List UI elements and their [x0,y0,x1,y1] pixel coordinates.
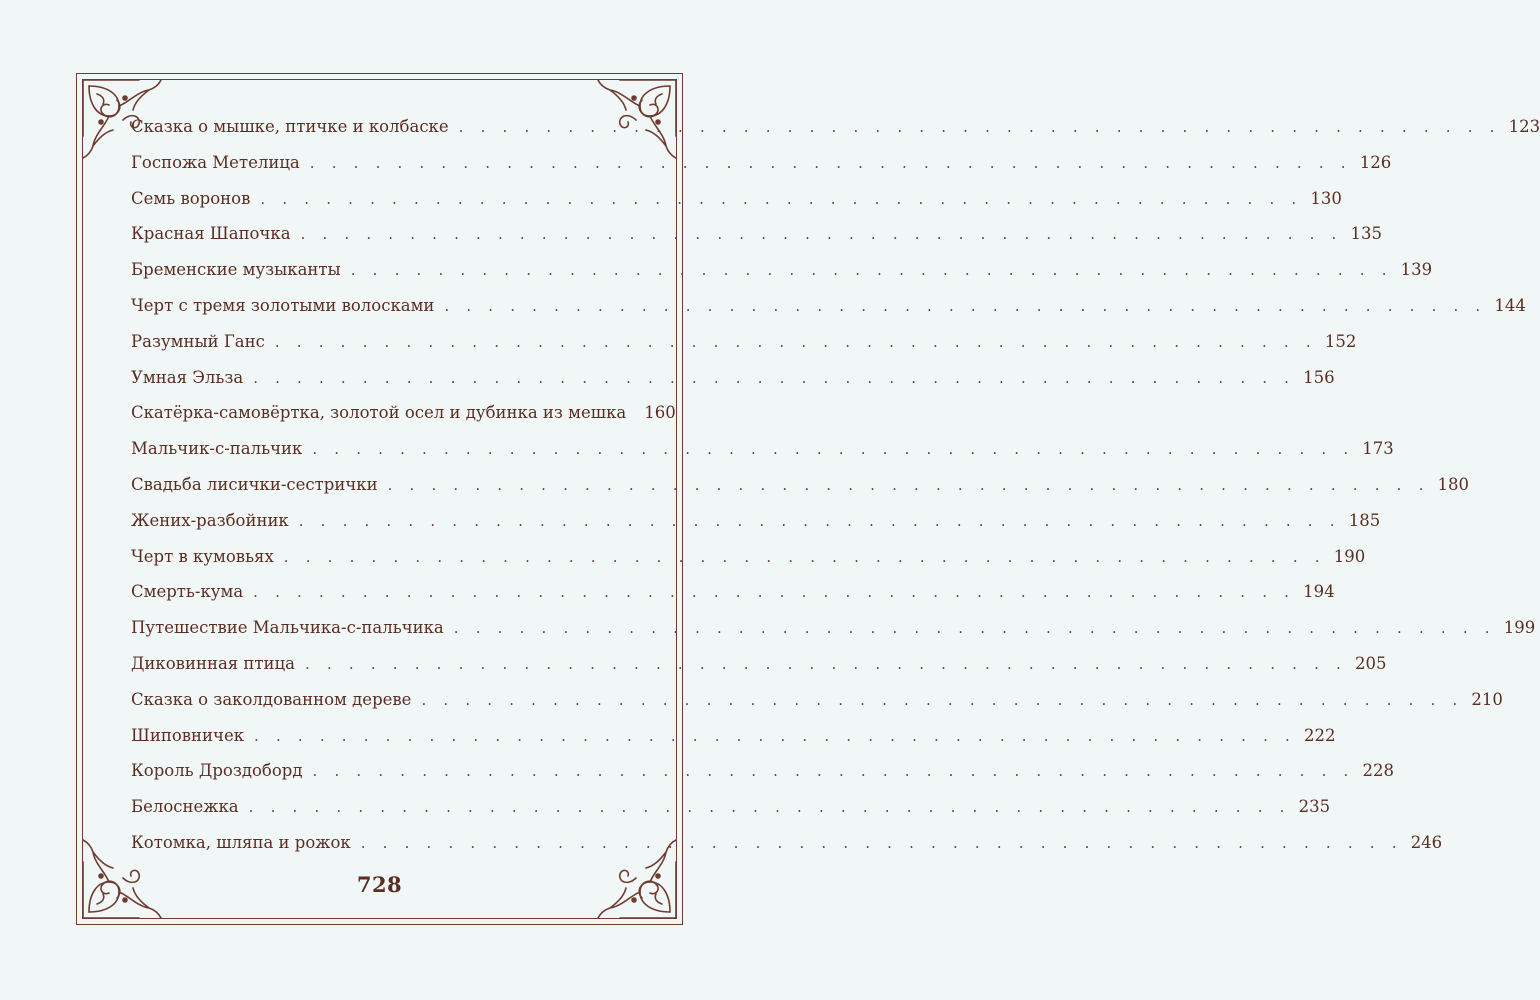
toc-entry[interactable] [131,331,1357,368]
toc-entry-title: Разумный Ганс [131,331,265,351]
toc-leader-dots: . . . . . . . . . . . . . . . . . . . . . . . . . . . . . . . . . . . . . . . . . . . . . . . . [300,225,1343,244]
toc-entry-title: Смерть-кума [131,582,244,602]
toc-leader-dots: . . . . . . . . . . . . . . . . . . . . . . . . . . . . . . . . . . . . . . . . . . . . . . . . [312,762,1355,781]
toc-entry-title: Котомка, шляпа и рожок [131,832,351,852]
toc-leader-dots: . . . . . . . . . . . . . . . . . . . . . . . . . . . . . . . . . . . . . . . . . . . . . . . . [298,511,1341,530]
toc-entry-page: 185 [1348,510,1381,530]
toc-leader-dots: . . . . . . . . . . . . . . . . . . . . . . . . . . . . . . . . . . . . . . . . . . . . . . . . [350,261,1393,280]
toc-leader-dots: . . . . . . . . . . . . . . . . . . . . . . . . . . . . . . . . . . . . . . . . . . . . . . . . [260,189,1303,208]
toc-entry[interactable] [131,260,1433,296]
toc-entry-title: Шиповничек [131,725,245,745]
toc-entry-title: Белоснежка [131,797,239,817]
toc-leader-dots: . . . . . . . . . . . . . . . . . . . . . . . . . . . . . . . . . . . . . . . . . . . . . . . . [248,798,1291,817]
toc-entry-title: Путешествие Мальчика-с-пальчика [131,618,444,638]
toc-entry-title: Черт с тремя золотыми волосками [131,295,435,315]
toc-leader-dots: . . . . . . . . . . . . . . . . . . . . . . . . . . . . . . . . . . . . . . . . . . . . . . . . [312,440,1355,459]
toc-entry-page: 156 [1303,367,1335,387]
toc-entry[interactable] [131,474,1470,511]
toc-entry-title: Черт в кумовьях [131,546,274,566]
toc-leader-dots: . . . . . . . . . . . . . . . . . . . . . . . . . . . . . . . . . . . . . . . . . . . . . . . . [305,654,1347,673]
toc-leader-dots: . . . . . . . . . . . . . . . . . . . . . . . . . . . . . . . . . . . . . . . . . . . . . . . . [360,833,1403,852]
toc-entry-page: 246 [1410,832,1443,852]
toc-entry[interactable] [131,188,1342,225]
toc-entry[interactable] [131,689,1503,726]
toc-entry-title: Король Дроздоборд [131,761,303,781]
toc-entry[interactable] [131,117,1540,153]
toc-entry[interactable] [131,582,1335,618]
toc-leader-dots: . . . . . . . . . . . . . . . . . . . . . . . . . . . . . . . . . . . . . . . . . . . . . . . . [387,475,1430,494]
toc-entry-page: 130 [1310,188,1342,208]
toc-entry[interactable] [131,725,1336,762]
toc-entry-page: 160 [644,403,676,423]
toc-leader-dots: . . . . . . . . . . . . . . . . . . . . . . . . . . . . . . . . . . . . . . . . . . . . . . . . [253,368,1296,387]
toc-leader-dots: . . . . . . . . . . . . . . . . . . . . . . . . . . . . . . . . . . . . . . . . . . . . . . . . [283,547,1326,566]
toc-entry[interactable] [131,618,1536,654]
toc-entry-page: 126 [1359,152,1392,172]
toc-entry-page: 190 [1333,546,1366,566]
toc-entry-page: 210 [1471,689,1503,709]
toc-entry-title: Красная Шапочка [131,224,291,244]
toc-entry-title: Сказка о заколдованном дереве [131,689,412,709]
toc-entry[interactable] [131,761,1394,797]
toc-leader-dots: . . . . . . . . . . . . . . . . . . . . . . . . . . . . . . . . . . . . . . . . . . . . . . . . [253,583,1296,602]
toc-entry-title: Мальчик-с-пальчик [131,439,303,459]
toc-entry-title: Умная Эльза [131,367,244,387]
toc-entry[interactable] [131,295,1526,332]
toc-entry[interactable] [131,439,1394,475]
toc-leader-dots: . . . . . . . . . . . . . . . . . . . . . . . . . . . . . . . . . . . . . . . . . . . . . . . . [421,690,1464,709]
toc-entry-page: 235 [1298,797,1331,817]
toc-entry[interactable] [131,510,1381,547]
toc-entry[interactable] [131,403,676,439]
toc-entry-page: 123 [1508,117,1540,136]
toc-entry[interactable] [131,832,1443,869]
toc-leader-dots: . . . . . . . . . . . . . . . . . . . . . . . . . . . . . . . . . . . . . . . . . . . . . . . . [458,118,1501,136]
toc-entry-page: 194 [1303,582,1335,602]
toc-entry[interactable] [131,546,1366,583]
toc-entry-page: 135 [1350,224,1383,244]
toc-entry-title: Госпожа Метелица [131,152,300,172]
toc-leader-dots: . . . . . . . . . . . . . . . . . . . . . . . . . . . . . . . . . . . . . . . . . . . . . . . . [309,153,1352,172]
toc-entry-title: Свадьба лисички-сестрички [131,474,378,494]
toc-entry-title: Семь воронов [131,188,251,208]
toc-leader-dots: . . . . . . . . . . . . . . . . . . . . . . . . . . . . . . . . . . . . . . . . . . . . . . . . [274,332,1317,351]
toc-entry-title: Бременские музыканты [131,260,341,280]
toc-entry-page: 144 [1494,295,1526,315]
toc-entry[interactable] [131,224,1383,260]
toc-entry[interactable] [131,152,1392,189]
table-of-contents [131,117,1540,869]
toc-leader-dots: . . . . . . . . . . . . . . . . . . . . . . . . . . . . . . . . . . . . . . . . . . . . . . . . [254,726,1296,745]
toc-entry-title: Скатёрка-самовёртка, золотой осел и дубинка из мешка [131,403,627,423]
toc-entry[interactable] [131,797,1331,833]
toc-leader-dots: . . . . . . . . . . . . . . . . . . . . . . . . . . . . . . . . . . . . . . . . . . . . . . . . [453,619,1496,638]
toc-entry-page: 222 [1304,725,1336,745]
toc-entry-page: 173 [1362,439,1394,459]
toc-entry-title: Диковинная птица [131,653,296,673]
toc-entry[interactable] [131,653,1387,690]
toc-entry-page: 180 [1437,474,1470,494]
toc-entry-page: 228 [1362,761,1394,781]
page-number: 728 [356,872,403,897]
toc-leader-dots: . . . . . . . . . . . . . . . . . . . . . . . . . . . . . . . . . . . . . . . . . . . . . . . . [444,296,1487,315]
toc-entry[interactable] [131,367,1335,404]
toc-entry-page: 152 [1324,331,1357,351]
toc-entry-page: 199 [1503,618,1536,638]
toc-entry-page: 205 [1354,653,1387,673]
toc-entry-title: Сказка о мышке, птичке и колбаске [131,117,449,136]
toc-entry-page: 139 [1400,260,1433,280]
toc-entry-title: Жених-разбойник [131,510,289,530]
